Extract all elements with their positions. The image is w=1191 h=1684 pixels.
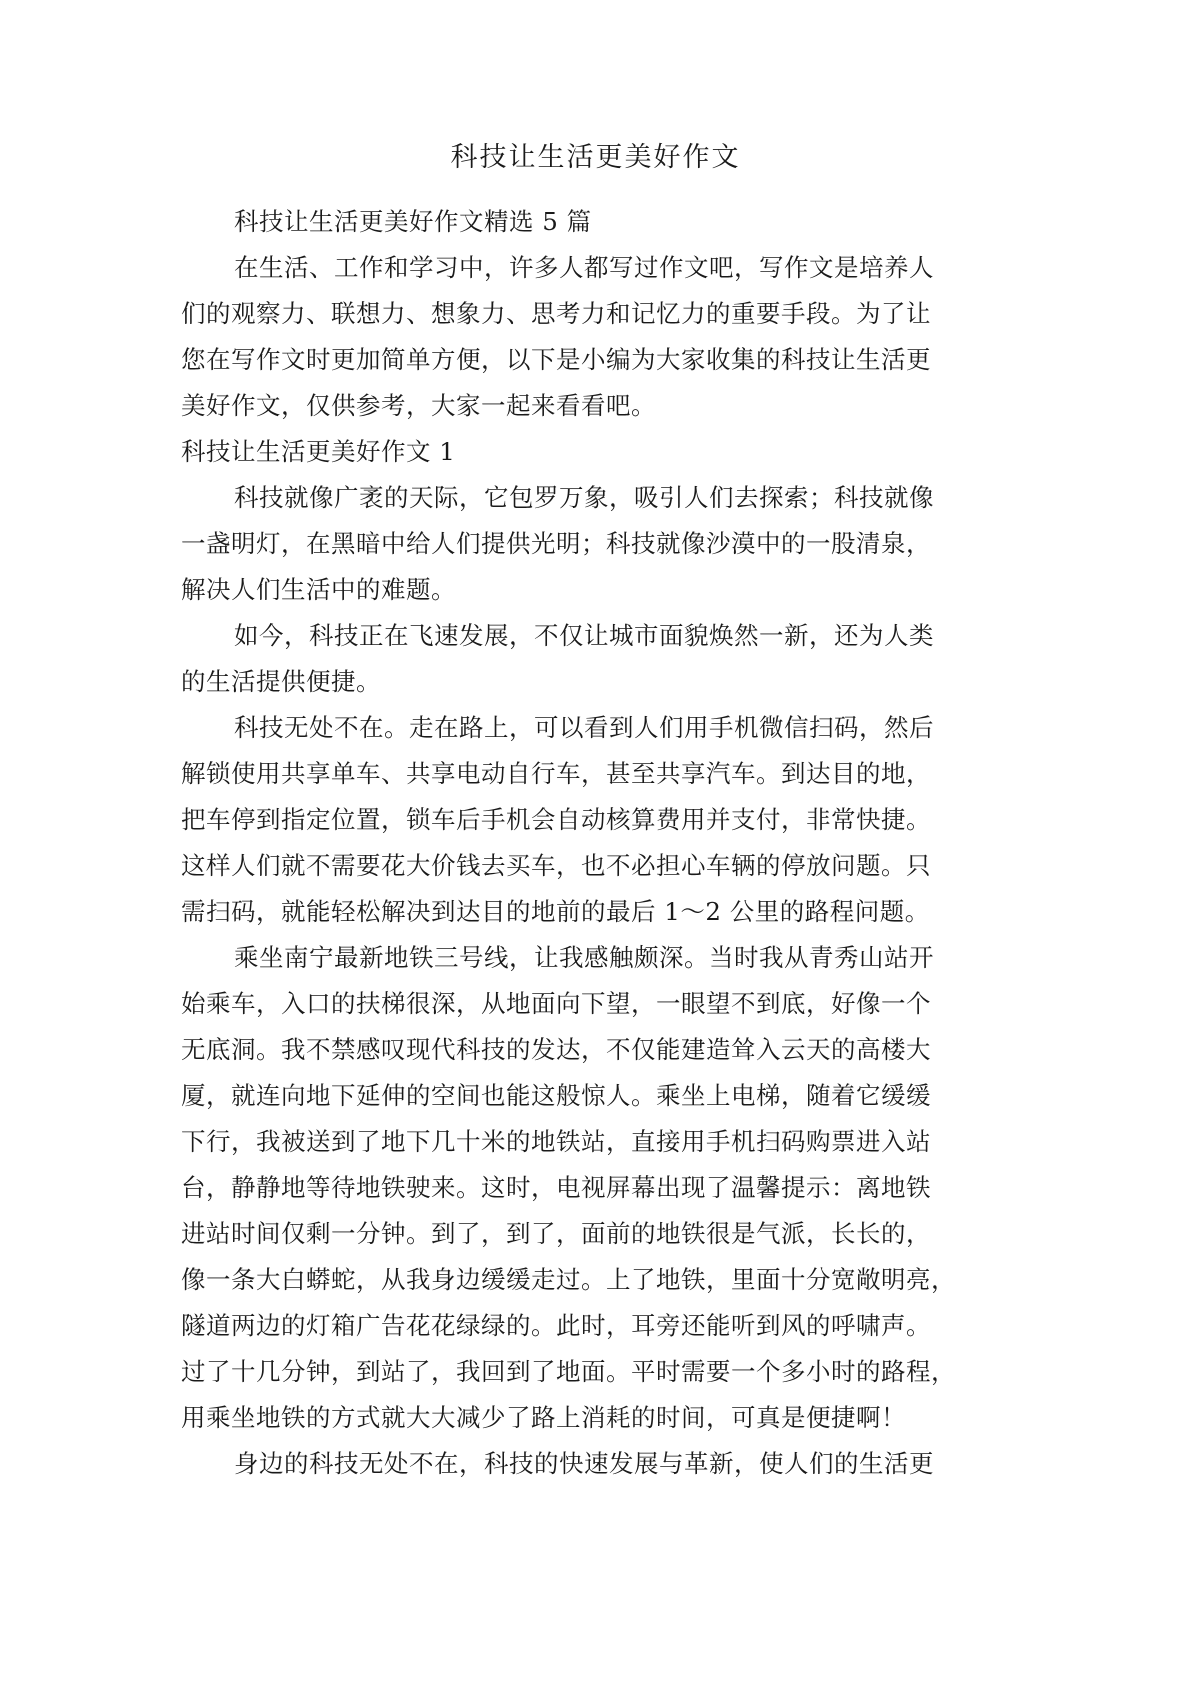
paragraph-line: 一盏明灯，在黑暗中给人们提供光明；科技就像沙漠中的一股清泉， [181,529,931,558]
paragraph-line: 科技就像广袤的天际，它包罗万象，吸引人们去探索；科技就像 [234,483,934,512]
paragraph-line: 进站时间仅剩一分钟。到了，到了，面前的地铁很是气派，长长的， [181,1219,931,1248]
paragraph-line: 用乘坐地铁的方式就大大减少了路上消耗的时间，可真是便捷啊！ [181,1403,906,1432]
paragraph-line: 无底洞。我不禁感叹现代科技的发达，不仅能建造耸入云天的高楼大 [181,1035,931,1064]
paragraph-line: 这样人们就不需要花大价钱去买车，也不必担心车辆的停放问题。只 [181,851,931,880]
paragraph-line: 如今，科技正在飞速发展，不仅让城市面貌焕然一新，还为人类 [234,621,934,650]
document-subtitle: 科技让生活更美好作文精选 5 篇 [234,207,592,236]
paragraph-line: 解决人们生活中的难题。 [181,575,456,604]
paragraph-line: 们的观察力、联想力、想象力、思考力和记忆力的重要手段。为了让 [181,299,931,328]
paragraph-line: 您在写作文时更加简单方便，以下是小编为大家收集的科技让生活更 [181,345,931,374]
paragraph-line: 乘坐南宁最新地铁三号线，让我感触颇深。当时我从青秀山站开 [234,943,934,972]
paragraph-line: 过了十几分钟，到站了，我回到了地面。平时需要一个多小时的路程， [181,1357,956,1386]
document-title: 科技让生活更美好作文 [450,142,741,173]
paragraph-line: 需扫码，就能轻松解决到达目的地前的最后 1～2 公里的路程问题。 [181,897,930,926]
paragraph-line: 像一条大白蟒蛇，从我身边缓缓走过。上了地铁，里面十分宽敞明亮， [181,1265,956,1294]
paragraph-line: 隧道两边的灯箱广告花花绿绿的。此时，耳旁还能听到风的呼啸声。 [181,1311,931,1340]
paragraph-line: 的生活提供便捷。 [181,667,381,696]
section-heading: 科技让生活更美好作文 1 [181,437,456,466]
paragraph-line: 厦，就连向地下延伸的空间也能这般惊人。乘坐上电梯，随着它缓缓 [181,1081,931,1110]
paragraph-line: 把车停到指定位置，锁车后手机会自动核算费用并支付，非常快捷。 [181,805,931,834]
paragraph-line: 身边的科技无处不在，科技的快速发展与革新，使人们的生活更 [234,1449,934,1478]
paragraph-line: 科技无处不在。走在路上，可以看到人们用手机微信扫码，然后 [234,713,934,742]
paragraph-line: 下行，我被送到了地下几十米的地铁站，直接用手机扫码购票进入站 [181,1127,931,1156]
paragraph-line: 美好作文，仅供参考，大家一起来看看吧。 [181,391,656,420]
paragraph-line: 台，静静地等待地铁驶来。这时，电视屏幕出现了温馨提示：离地铁 [181,1173,931,1202]
paragraph-line: 始乘车，入口的扶梯很深，从地面向下望，一眼望不到底，好像一个 [181,989,931,1018]
paragraph-line: 解锁使用共享单车、共享电动自行车，甚至共享汽车。到达目的地， [181,759,931,788]
paragraph-line: 在生活、工作和学习中，许多人都写过作文吧，写作文是培养人 [234,253,934,282]
